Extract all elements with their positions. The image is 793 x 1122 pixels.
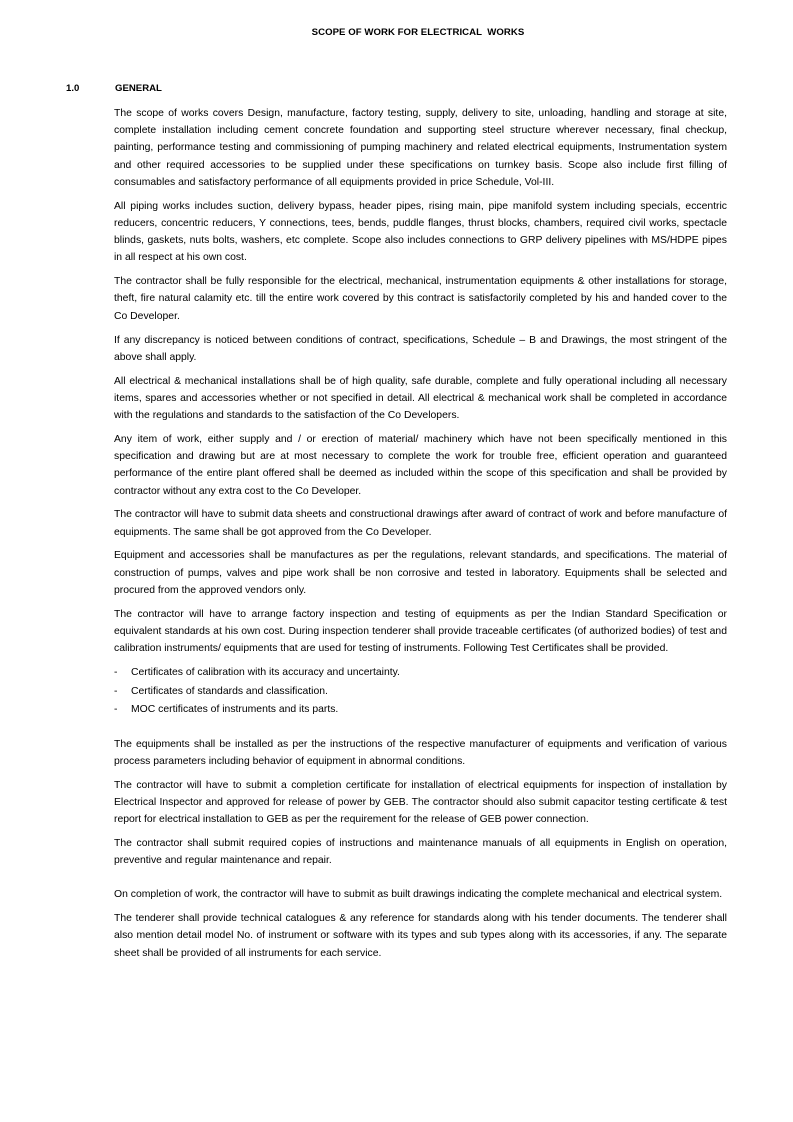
list-item-text: MOC certificates of instruments and its parts. (131, 704, 339, 716)
spacer (114, 876, 727, 886)
paragraph-installation-instructions: The equipments shall be installed as per the instructions of the respective manufacturer of equipments and verification of various process parameters including behavior of equipment in abnormal conditions. (114, 738, 727, 768)
paragraph-technical-catalogues: The tenderer shall provide technical catalogues & any reference for standards along with his tender documents. The tenderer shall also mention detail model No. of instrument or software with its types and sub types along with its accessories, if any. The separate sheet shall be provided of all instruments for each service. (114, 913, 727, 959)
list-item (114, 683, 727, 700)
bullet-marker: - (114, 704, 118, 716)
paragraph-unspecified-items: Any item of work, either supply and / or erection of material/ machinery which have not been specifically mentioned in this specification and drawing but are at most necessary to complete the work for trouble free, efficient operation and guaranteed performance of the entire plant offered shall be deemed as included within the scope of this specification and shall be provided by contractor without any extra cost to the Co Developer. (114, 433, 727, 497)
paragraph-contractor-responsibility: The contractor shall be fully responsible for the electrical, mechanical, instrumentation equipments & other installations for storage, theft, fire natural calamity etc. till the entire work covered by this contract is satisfactorily completed by his and handed cover to the Co Developer. (114, 276, 727, 322)
list-item-text: Certificates of calibration with its accuracy and uncertainty. (131, 667, 400, 679)
paragraph-piping-works: All piping works includes suction, delivery bypass, header pipes, rising main, pipe manifold system including specials, eccentric reducers, concentric reducers, Y connections, tees, bends, puddle flanges, thrust blocks, chambers, required civil works, spectacle blinds, gaskets, nuts bolts, washers, etc complete. Scope also includes connections to GRP delivery pipelines with MS/HDPE pipes in all respect at his own cost. (114, 200, 727, 264)
paragraph-manuals: The contractor shall submit required copies of instructions and maintenance manuals of all equipments in English on operation, preventive and regular maintenance and repair. (114, 838, 727, 867)
spacer (114, 720, 727, 736)
certificate-list (114, 664, 727, 718)
paragraph-scope-of-works: The scope of works covers Design, manufacture, factory testing, supply, delivery to site, unloading, handling and storage at site, complete installation including cement concrete foundation and supporting steel structure wherever necessary, final checkup, painting, performance testing and commissioning of pumping machinery and related electrical equipments, Instrumentation system and other required accessories to be supplied under these specifications on turnkey basis. Scope also include first filling of consumables and satisfactory performance of all equipments provided in price Schedule, Vol-III. (114, 108, 727, 188)
section-heading (66, 83, 162, 94)
document-body (114, 105, 727, 969)
bullet-marker: - (114, 667, 118, 679)
paragraph-data-sheets: The contractor will have to submit data sheets and constructional drawings after award of contract of work and before manufacture of equipments. The same shall be got approved from the Co Developer. (114, 509, 727, 538)
section-number: 1.0 (66, 83, 80, 94)
section-title: GENERAL (115, 83, 162, 94)
list-item-text: Certificates of standards and classification. (131, 685, 328, 697)
document-title: SCOPE OF WORK FOR ELECTRICAL WORKS (311, 27, 525, 38)
paragraph-completion-certificate: The contractor will have to submit a completion certificate for installation of electrical equipments for inspection of installation by Electrical Inspector and approved for release of power by GEB. The contractor should also submit capacitor testing certificate & test report for electrical installation to GEB as per the requirement for the release of GEB power connection. (114, 779, 727, 826)
paragraph-as-built-drawings: On completion of work, the contractor will have to submit as built drawings indicating the complete mechanical and electrical system. (114, 889, 723, 901)
paragraph-equipment-standards: Equipment and accessories shall be manufactures as per the regulations, relevant standards, and specifications. The material of construction of pumps, valves and pipe work shall be non corrosive and tested in laboratory. Equipments shall be selected and procured from the approved vendors only. (114, 550, 727, 596)
list-item (114, 664, 727, 681)
paragraph-installation-quality: All electrical & mechanical installations shall be of high quality, safe durable, complete and fully operational including all necessary items, spares and accessories whether or not specified in detail. All electrical & mechanical work shall be completed in accordance with the regulations and standards to the satisfaction of the Co Developers. (114, 375, 727, 421)
paragraph-discrepancy: If any discrepancy is noticed between conditions of contract, specifications, Schedule – B and Drawings, the most stringent of the above shall apply. (114, 334, 727, 363)
bullet-marker: - (114, 685, 118, 697)
paragraph-factory-inspection: The contractor will have to arrange factory inspection and testing of equipments as per the Indian Standard Specification or equivalent standards at his own cost. During inspection tenderer shall provide traceable certificates (of authorized bodies) of test and calibration instruments/ equipments that are used for testing of instruments. Following Test Certificates shall be provided. (114, 608, 727, 655)
list-item (114, 701, 727, 718)
